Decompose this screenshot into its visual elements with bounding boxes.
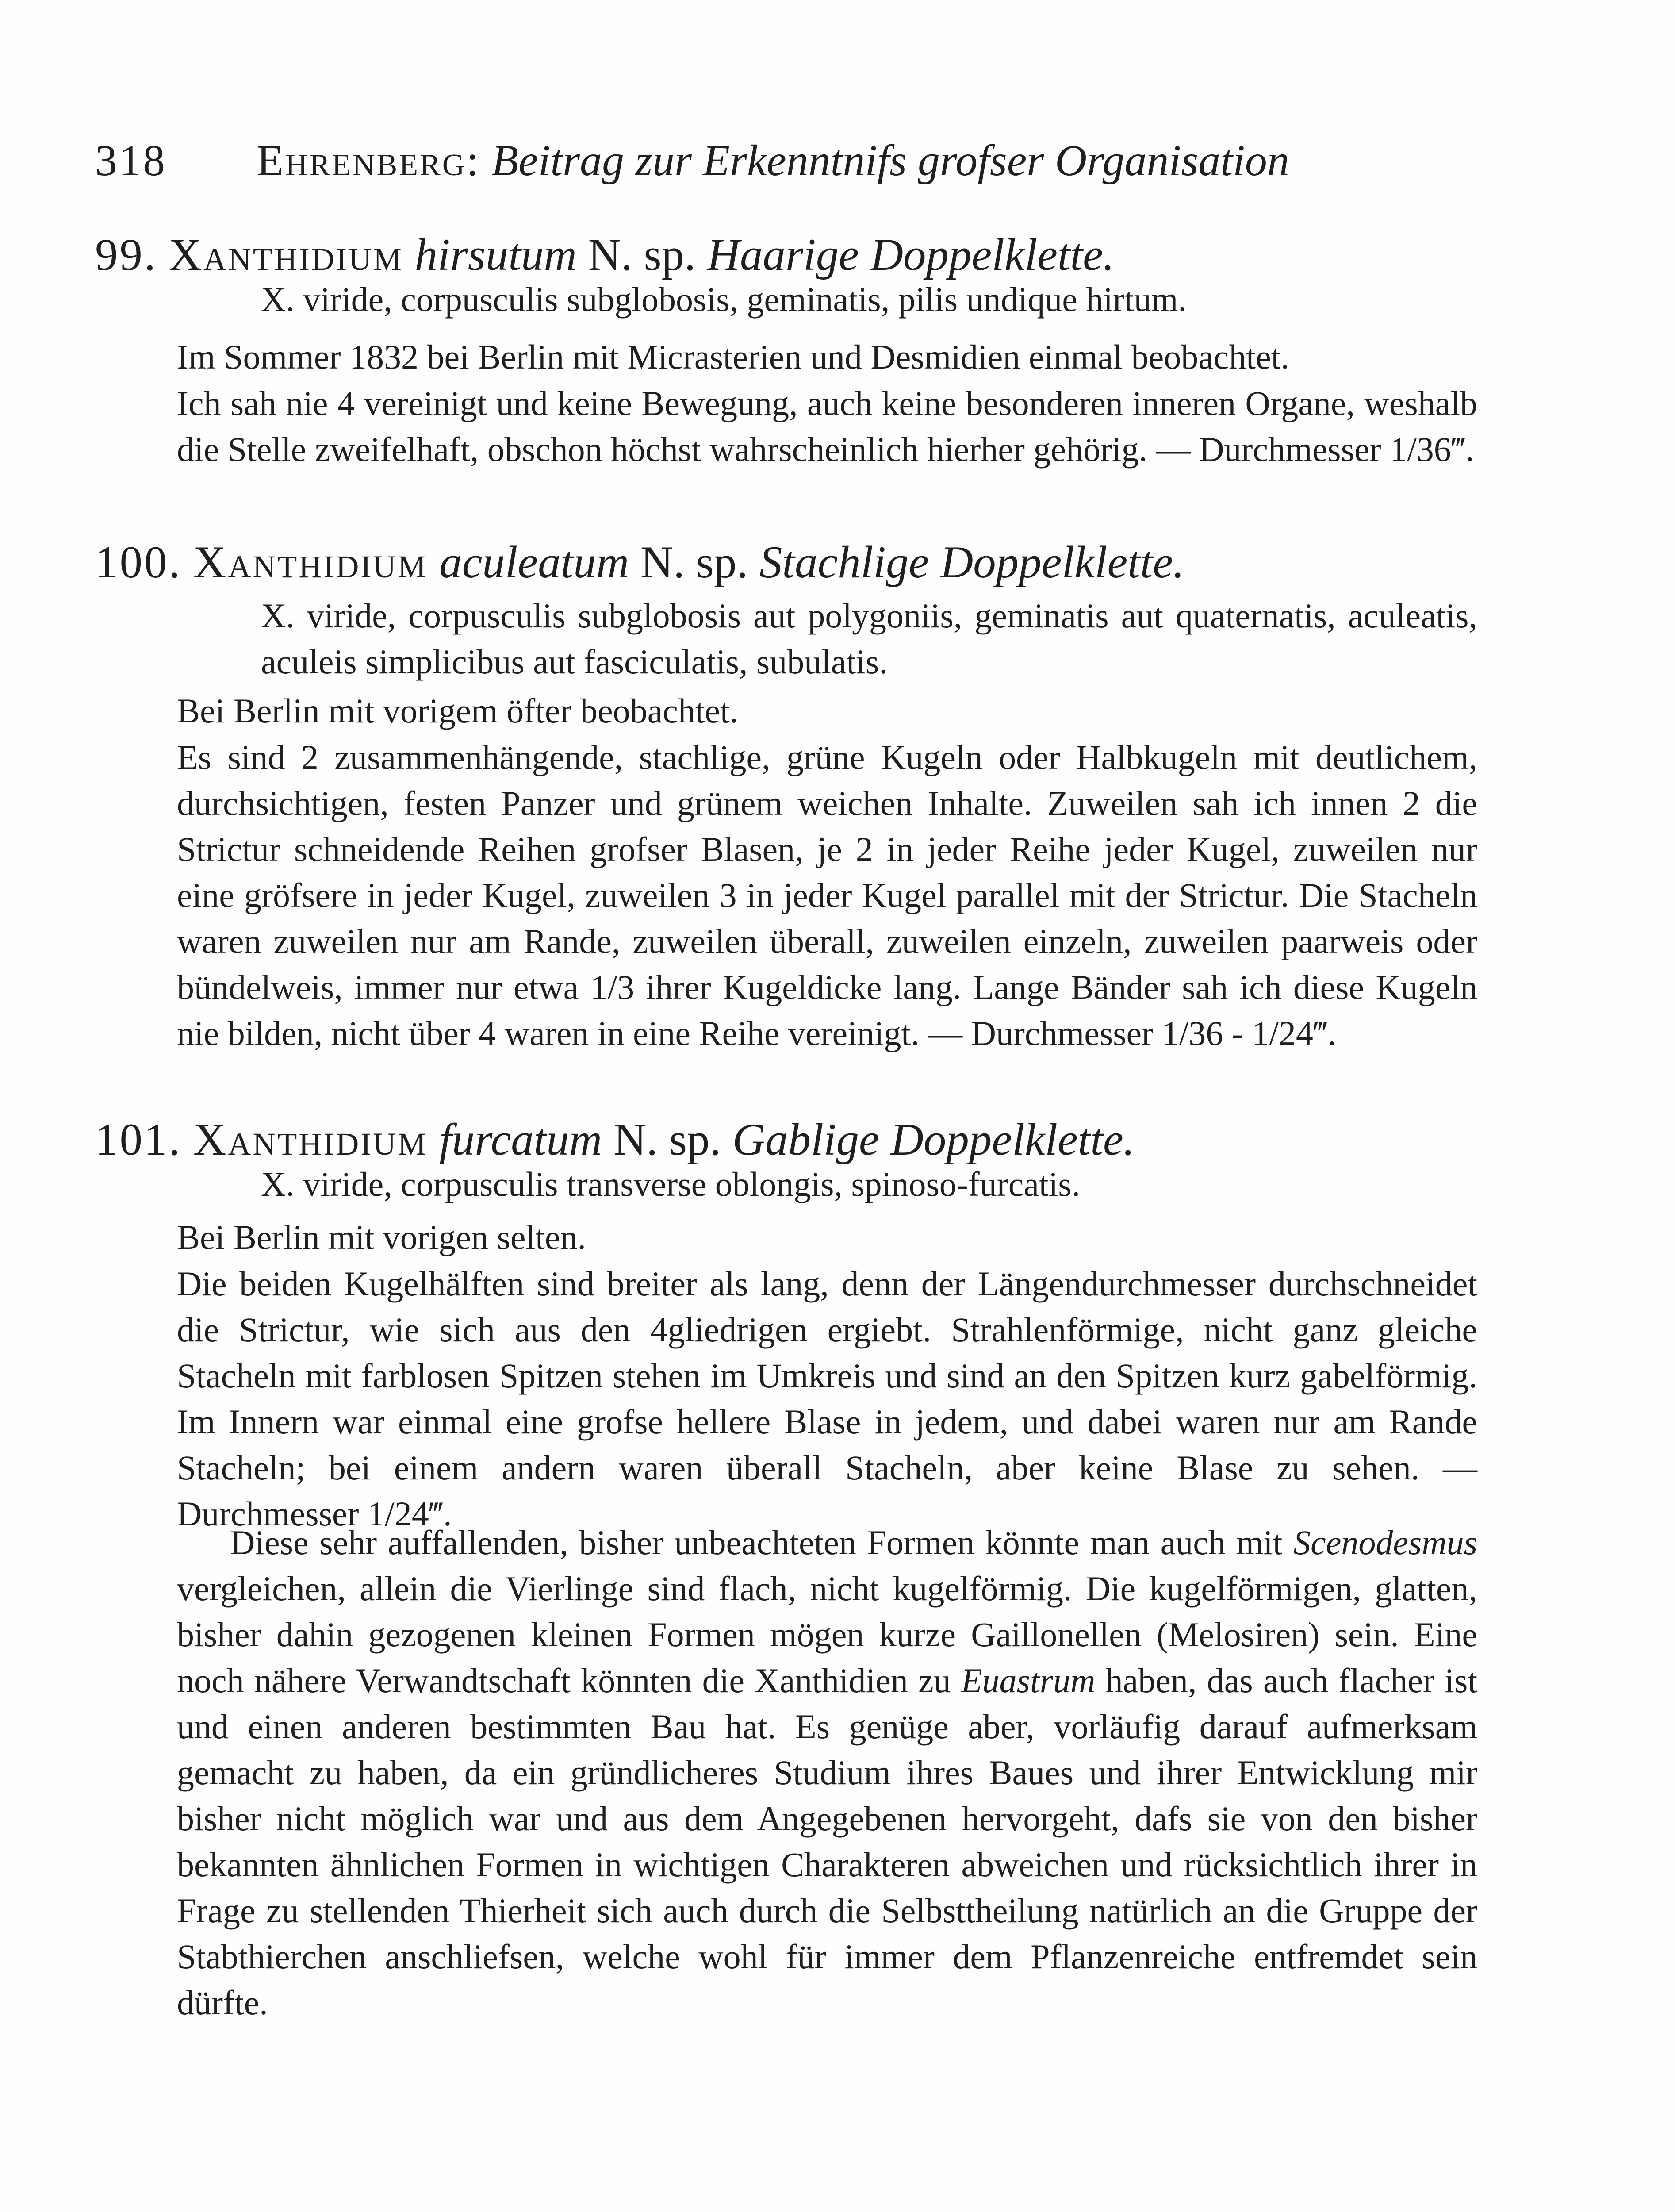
entry-title	[95, 538, 1184, 588]
entry-designation: N. sp.	[640, 537, 748, 588]
paragraph: Es sind 2 zusammenhängende, stachlige, grüne Kugeln oder Halbkugeln mit deutlichem, durchsichtigen, festen Panzer und grünem weichen Inhalte. Zuweilen sah ich innen 2 die Strictur schneidende Reihen grofser Blasen, je 2 in jeder Reihe jeder Kugel, zuweilen nur eine gröfsere in jeder Kugel, zuweilen 3 in jeder Kugel parallel mit der Strictur. Die Stacheln waren zuweilen nur am Rande, zuweilen überall, zuweilen einzeln, zuweilen paarweis oder bündelweis, immer nur etwa 1/3 ihrer Kugeldicke lang. Lange Bänder sah ich diese Kugeln nie bilden, nicht über 4 waren in eine Reihe vereinigt. — Durchmesser 1/36 - 1/24‴.	[177, 738, 1477, 1052]
closing-paragraph	[177, 1520, 1477, 2026]
entry-designation: N. sp.	[613, 1114, 721, 1165]
entry-genus: Xanthidium	[193, 1114, 428, 1165]
paragraph: Bei Berlin mit vorigen selten.	[177, 1218, 586, 1256]
running-head-title: Beitrag zur Erkenntnifs grofser Organisation	[491, 136, 1289, 185]
paragraph: Im Sommer 1832 bei Berlin mit Micrasterien und Desmidien einmal beobachtet.	[177, 338, 1289, 376]
genus-reference: Scenodesmus	[1293, 1523, 1477, 1562]
entry-number: 101.	[95, 1114, 182, 1165]
latin-diagnosis: X. viride, corpusculis transverse oblongis, spinoso-furcatis.	[261, 1165, 1081, 1203]
entry-designation: N. sp.	[588, 230, 696, 280]
entry-title	[95, 230, 1115, 280]
closing-text: vergleichen, allein die Vierlinge sind flach, nicht kugelförmig. Die kugelförmigen, glatten, bisher dahin gezogenen kleinen Formen mögen kurze Gaillonellen (Melosiren) sein. Eine noch nähere Verwandtschaft könnten die Xanthidien zu	[177, 1569, 1477, 1700]
entry-genus: Xanthidium	[193, 537, 428, 588]
latin-diagnosis: X. viride, corpusculis subglobosis aut polygoniis, geminatis aut quaternatis, aculeatis, aculeis simplicibus aut fasciculatis, subulatis.	[261, 596, 1477, 681]
page-header	[95, 135, 1378, 197]
entry-genus: Xanthidium	[169, 230, 403, 280]
entry-number: 99.	[95, 230, 157, 280]
entry-species: furcatum	[439, 1114, 602, 1165]
paragraph: Die beiden Kugelhälften sind breiter als lang, denn der Längendurchmesser durchschneidet die Strictur, wie sich aus den 4gliedrigen ergiebt. Strahlenförmige, nicht ganz gleiche Stacheln mit farblosen Spitzen stehen im Umkreis und sind an den Spitzen kurz gabelförmig. Im Innern war einmal eine grofse hellere Blase in jedem, und dabei waren nur am Rande Stacheln; bei einem andern waren überall Stacheln, aber keine Blase zu sehen. — Durchmesser 1/24‴.	[177, 1264, 1477, 1533]
entry-number: 100.	[95, 537, 182, 588]
entry-title	[95, 1115, 1135, 1165]
entry-species: hirsutum	[414, 230, 577, 280]
paragraph: Bei Berlin mit vorigem öfter beobachtet.	[177, 691, 739, 730]
paragraph: Ich sah nie 4 vereinigt und keine Bewegung, auch keine besonderen inneren Organe, weshalb die Stelle zweifelhaft, obschon höchst wahrscheinlich hierher gehörig. — Durchmesser 1/36‴.	[177, 384, 1477, 469]
page-number: 318	[95, 136, 167, 185]
latin-diagnosis: X. viride, corpusculis subglobosis, geminatis, pilis undique hirtum.	[261, 280, 1187, 319]
genus-reference: Euastrum	[961, 1661, 1096, 1700]
closing-text: Diese sehr auffallenden, bisher unbeachteten Formen könnte man auch mit	[230, 1523, 1294, 1562]
entry-common-name: Haarige Doppelklette.	[707, 230, 1115, 280]
entry-common-name: Stachlige Doppelklette.	[759, 537, 1184, 588]
running-head	[257, 135, 1289, 186]
running-head-author: Ehrenberg:	[257, 136, 481, 185]
entry-common-name: Gablige Doppelklette.	[732, 1114, 1135, 1165]
entry-species: aculeatum	[439, 537, 629, 588]
closing-text: haben, das auch flacher ist und einen anderen bestimmten Bau hat. Es genüge aber, vorläufig darauf aufmerksam gemacht zu haben, da ein gründlicheres Studium ihres Baues und ihrer Entwicklung mir bisher nicht möglich war und aus dem Angegebenen hervorgeht, dafs sie von den bisher bekannten ähnlichen Formen in wichtigen Charakteren abweichen und rücksichtlich ihrer in Frage zu stellenden Thierheit sich auch durch die Selbsttheilung natürlich an die Gruppe der Stabthierchen anschliefsen, welche wohl für immer dem Pflanzenreiche entfremdet sein dürfte.	[177, 1661, 1477, 2022]
